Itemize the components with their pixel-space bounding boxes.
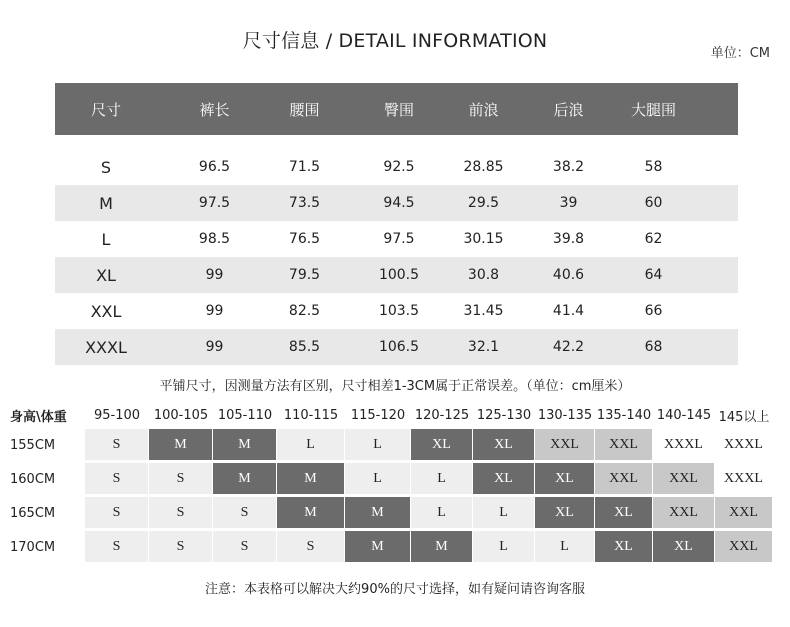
recommended-size-cell: XXL	[653, 497, 715, 529]
weight-range-label: 145以上	[718, 409, 770, 425]
recommended-size-cell: S	[85, 463, 149, 495]
height-label: 170CM	[10, 539, 56, 555]
grid-corner-label: 身高\体重	[10, 409, 67, 425]
header-waist: 腰围	[289, 100, 320, 119]
weight-header-row	[10, 402, 778, 428]
recommended-size-cell: L	[473, 497, 535, 529]
table-cell: 39.8	[552, 231, 585, 247]
recommended-size-cell: XXL	[595, 463, 653, 495]
recommended-size-cell: S	[277, 531, 345, 563]
recommended-size-cell: XXL	[715, 531, 773, 563]
recommendation-row	[10, 496, 778, 530]
weight-range-label: 120-125	[414, 407, 470, 423]
table-cell: 41.4	[552, 303, 585, 319]
size-table	[55, 83, 738, 365]
recommended-size-cell: M	[213, 463, 277, 495]
table-cell: 32.1	[467, 339, 500, 355]
recommended-size-cell: XL	[595, 497, 653, 529]
weight-range-label: 95-100	[93, 407, 141, 423]
header-thigh: 大腿围	[631, 100, 677, 119]
recommended-size-cell: L	[345, 429, 411, 461]
recommended-size-cell: XL	[595, 531, 653, 563]
header-back-rise: 后浪	[553, 100, 584, 119]
recommended-size-cell: M	[213, 429, 277, 461]
recommended-size-cell: XL	[535, 463, 595, 495]
table-cell: L	[101, 229, 111, 249]
measurement-note: 平铺尺寸，因测量方法有区别，尺寸相差1-3CM属于正常误差。（单位：cm厘米）	[159, 379, 631, 394]
recommended-size-cell: S	[149, 463, 213, 495]
table-row	[55, 149, 738, 185]
height-label: 155CM	[10, 437, 56, 453]
header-front-rise: 前浪	[468, 100, 499, 119]
header-length: 裤长	[199, 100, 230, 119]
header-hip: 臀围	[383, 100, 414, 119]
table-cell: 29.5	[467, 195, 500, 211]
recommendation-body	[10, 428, 778, 564]
table-cell: 28.85	[463, 159, 504, 175]
recommended-size-cell: S	[85, 531, 149, 563]
table-cell: 30.8	[467, 267, 500, 283]
table-cell: 99	[205, 339, 224, 355]
recommended-size-cell: L	[411, 463, 473, 495]
height-label: 165CM	[10, 505, 56, 521]
table-row	[55, 221, 738, 257]
recommended-size-cell: M	[345, 531, 411, 563]
recommended-size-cell: XL	[535, 497, 595, 529]
height-label: 160CM	[10, 471, 56, 487]
table-row	[55, 185, 738, 221]
recommendation-row	[10, 530, 778, 564]
recommended-size-cell: M	[277, 497, 345, 529]
table-cell: 94.5	[383, 195, 415, 211]
table-cell: 42.2	[552, 339, 585, 355]
table-row	[55, 293, 738, 329]
recommended-size-cell: L	[411, 497, 473, 529]
recommended-size-cell: XXXL	[715, 429, 773, 461]
weight-range-label: 130-135	[537, 407, 593, 423]
recommended-size-cell: S	[149, 497, 213, 529]
recommended-size-cell: S	[85, 497, 149, 529]
recommended-size-cell: XXXL	[653, 429, 715, 461]
recommended-size-cell: L	[277, 429, 345, 461]
table-cell: 73.5	[288, 195, 321, 211]
weight-range-label: 100-105	[153, 407, 209, 423]
table-cell: 103.5	[378, 303, 420, 319]
table-row	[55, 329, 738, 365]
recommended-size-cell: L	[535, 531, 595, 563]
table-cell: 30.15	[463, 231, 504, 247]
table-cell: 64	[644, 267, 663, 283]
header-size: 尺寸	[90, 100, 121, 119]
table-cell: 31.45	[463, 303, 504, 319]
table-row	[55, 257, 738, 293]
recommended-size-cell: L	[345, 463, 411, 495]
table-cell: 71.5	[288, 159, 321, 175]
recommended-size-cell: M	[277, 463, 345, 495]
recommended-size-cell: XL	[473, 463, 535, 495]
recommended-size-cell: XXL	[715, 497, 773, 529]
table-cell: XL	[96, 265, 116, 285]
table-cell: 76.5	[288, 231, 321, 247]
recommendation-row	[10, 462, 778, 496]
unit-label: 单位：CM	[710, 46, 770, 61]
table-cell: 92.5	[383, 159, 415, 175]
table-cell: 97.5	[198, 195, 231, 211]
table-cell: M	[99, 193, 113, 213]
recommended-size-cell: S	[85, 429, 149, 461]
recommended-size-cell: XL	[653, 531, 715, 563]
recommended-size-cell: S	[149, 531, 213, 563]
table-cell: 40.6	[552, 267, 585, 283]
footer-note: 注意：本表格可以解决大约90%的尺寸选择，如有疑问请咨询客服	[205, 582, 585, 597]
size-table-body	[55, 149, 738, 365]
weight-range-label: 125-130	[476, 407, 532, 423]
table-cell: 39	[559, 195, 578, 211]
table-cell: 58	[644, 159, 663, 175]
recommended-size-cell: XXL	[595, 429, 653, 461]
table-cell: 38.2	[552, 159, 585, 175]
recommended-size-cell: S	[213, 531, 277, 563]
recommendation-row	[10, 428, 778, 462]
table-cell: S	[100, 157, 112, 177]
recommended-size-cell: XXL	[653, 463, 715, 495]
recommended-size-cell: XL	[473, 429, 535, 461]
table-cell: 60	[644, 195, 663, 211]
size-table-header	[55, 83, 738, 135]
table-cell: 68	[644, 339, 663, 355]
table-cell: 97.5	[383, 231, 415, 247]
recommended-size-cell: L	[473, 531, 535, 563]
table-cell: 99	[205, 303, 224, 319]
size-recommendation-grid	[10, 402, 778, 564]
weight-range-label: 105-110	[217, 407, 273, 423]
table-cell: 96.5	[198, 159, 231, 175]
recommended-size-cell: M	[149, 429, 213, 461]
page-title: 尺寸信息 / DETAIL INFORMATION	[242, 30, 548, 52]
recommended-size-cell: M	[345, 497, 411, 529]
table-cell: XXL	[90, 301, 122, 321]
weight-range-label: 135-140	[596, 407, 652, 423]
table-cell: 100.5	[378, 267, 420, 283]
table-cell: 106.5	[378, 339, 420, 355]
table-cell: 82.5	[288, 303, 321, 319]
table-cell: XXXL	[85, 337, 127, 357]
table-cell: 66	[644, 303, 663, 319]
recommended-size-cell: M	[411, 531, 473, 563]
recommended-size-cell: XL	[411, 429, 473, 461]
table-cell: 62	[644, 231, 663, 247]
table-cell: 99	[205, 267, 224, 283]
recommended-size-cell: XXL	[535, 429, 595, 461]
weight-range-label: 115-120	[350, 407, 406, 423]
table-cell: 79.5	[288, 267, 321, 283]
table-cell: 85.5	[288, 339, 321, 355]
recommended-size-cell: S	[213, 497, 277, 529]
recommended-size-cell: XXXL	[715, 463, 773, 495]
table-cell: 98.5	[198, 231, 231, 247]
weight-range-label: 110-115	[283, 407, 339, 423]
weight-range-label: 140-145	[656, 407, 712, 423]
